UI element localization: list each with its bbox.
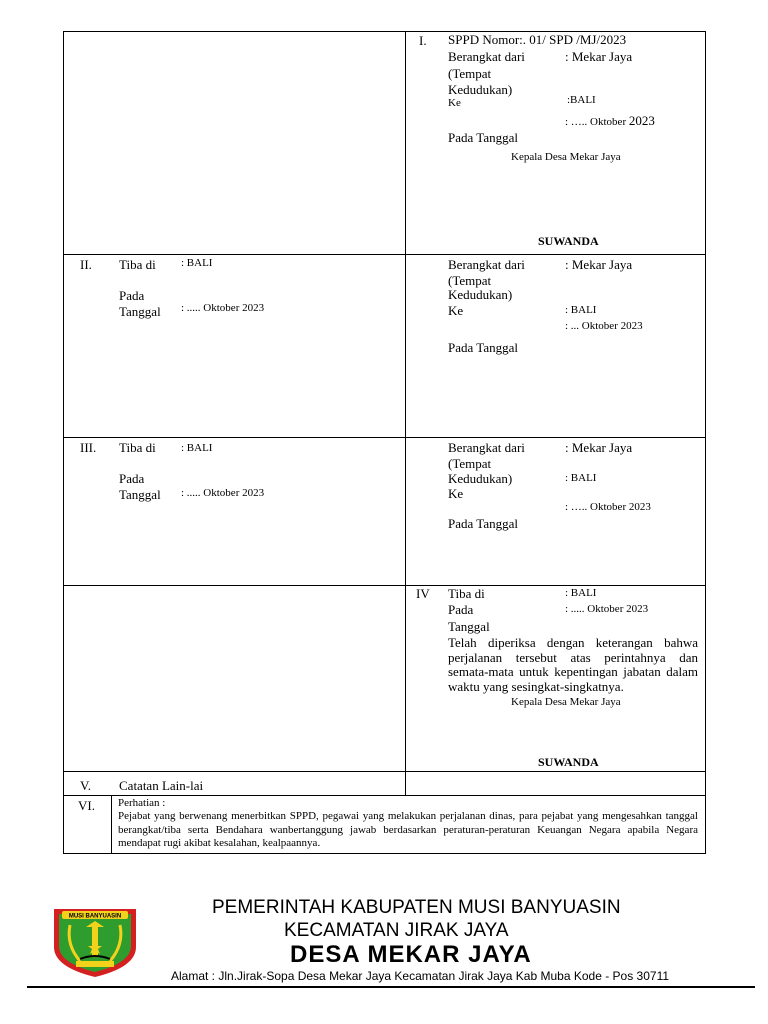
pada-label: Pada: [119, 288, 145, 303]
section-number: II.: [80, 257, 92, 272]
kedudukan-label: Kedudukan): [448, 287, 513, 302]
letterhead-village: DESA MEKAR JAYA: [290, 941, 532, 968]
tiba-value: : BALI: [565, 587, 597, 599]
signatory-name: SUWANDA: [538, 755, 599, 769]
tanggal-label: Tanggal: [119, 487, 161, 502]
row-divider: [63, 585, 706, 586]
tanggal-value: : ..... Oktober 2023: [181, 302, 265, 314]
column-divider-vi: [111, 795, 112, 854]
berangkat-label: Berangkat dari: [448, 440, 525, 455]
tanggal-value: : ….. Oktober 2023: [565, 113, 655, 128]
verification-paragraph: Telah diperiksa dengan keterangan bahwa perjalanan tersebut atas perintahnya dan semata-mata untuk kepentingan jabatan dalam waktu yang sesingkat-singkatnya.: [448, 635, 698, 694]
tanggal-value-2: : ….. Oktober 2023: [565, 501, 651, 513]
table-border-right: [705, 31, 706, 854]
perhatian-text: Pejabat yang berwenang menerbitkan SPPD, pegawai yang melakukan perjalanan dinas, para pejabat yang mengesahkan tanggal berangkat/tiba serta Bendahara wanbertanggung jawab berdasarkan peraturan-peraturan Keuangan Negara apabila Negara mendapat rugi akibat kesalahan, kealpaannya.: [118, 810, 698, 849]
tempat-label: (Tempat: [448, 273, 492, 288]
tempat-label: (Tempat: [448, 66, 492, 81]
tempat-label: (Tempat: [448, 456, 492, 471]
row-divider: [63, 795, 706, 796]
ke-label: Ke: [448, 303, 464, 318]
kedudukan-label: Kedudukan): [448, 471, 513, 486]
tiba-label: Tiba di: [119, 257, 156, 272]
letterhead-rule: [27, 986, 755, 988]
tanggal-label: Tanggal: [119, 304, 161, 319]
row-divider: [63, 437, 706, 438]
musi-banyuasin-logo: [50, 903, 140, 979]
section-number: I.: [419, 33, 427, 48]
pada-label: Pada: [448, 602, 474, 617]
sppd-number: SPPD Nomor:. 01/ SPD /MJ/2023: [448, 32, 627, 47]
kepala-desa-title: Kepala Desa Mekar Jaya: [511, 151, 621, 163]
section-number: VI.: [78, 798, 95, 813]
tiba-label: Tiba di: [119, 440, 156, 455]
tanggal-value-2: : ... Oktober 2023: [565, 320, 643, 332]
tiba-label: Tiba di: [448, 586, 485, 601]
section-number: IV: [416, 586, 430, 601]
logo-text: MUSI BANYUASIN: [68, 913, 122, 920]
pada-tanggal-label: Pada Tanggal: [448, 130, 518, 145]
ke-value: :BALI: [567, 94, 596, 106]
tanggal-value: : ..... Oktober 2023: [181, 487, 265, 499]
tiba-value: : BALI: [181, 257, 213, 269]
tanggal-label: Tanggal: [448, 619, 490, 634]
letterhead-line1: PEMERINTAH KABUPATEN MUSI BANYUASIN: [212, 897, 621, 918]
berangkat-value: : Mekar Jaya: [565, 257, 633, 272]
pada-tanggal-label: Pada Tanggal: [448, 516, 518, 531]
row-divider: [63, 254, 706, 255]
letterhead-address: Alamat : Jln.Jirak-Sopa Desa Mekar Jaya Kecamatan Jirak Jaya Kab Muba Kode - Pos 30711: [171, 969, 670, 983]
column-divider: [405, 31, 406, 796]
section-number: V.: [80, 778, 91, 793]
ke-value: : BALI: [565, 472, 597, 484]
tanggal-value: : ..... Oktober 2023: [565, 603, 649, 615]
pada-label: Pada: [119, 471, 145, 486]
perhatian-label: Perhatian :: [118, 797, 166, 809]
ke-value: : BALI: [565, 304, 597, 316]
table-border-left: [63, 31, 64, 854]
kepala-desa-title: Kepala Desa Mekar Jaya: [511, 696, 621, 708]
tiba-value: : BALI: [181, 442, 213, 454]
kedudukan-label: Kedudukan): [448, 82, 513, 97]
row-divider: [63, 771, 706, 772]
section-number: III.: [80, 440, 97, 455]
ke-label: Ke: [448, 486, 464, 501]
berangkat-value: : Mekar Jaya: [565, 49, 633, 64]
letterhead-line2: KECAMATAN JIRAK JAYA: [284, 920, 509, 941]
table-border-bottom: [63, 853, 706, 854]
signatory-name: SUWANDA: [538, 234, 599, 248]
catatan-label: Catatan Lain-lai: [119, 778, 204, 793]
berangkat-value: : Mekar Jaya: [565, 440, 633, 455]
berangkat-label: Berangkat dari: [448, 49, 525, 64]
ke-label: Ke: [448, 97, 461, 109]
pada-tanggal-label: Pada Tanggal: [448, 340, 518, 355]
berangkat-label: Berangkat dari: [448, 257, 525, 272]
